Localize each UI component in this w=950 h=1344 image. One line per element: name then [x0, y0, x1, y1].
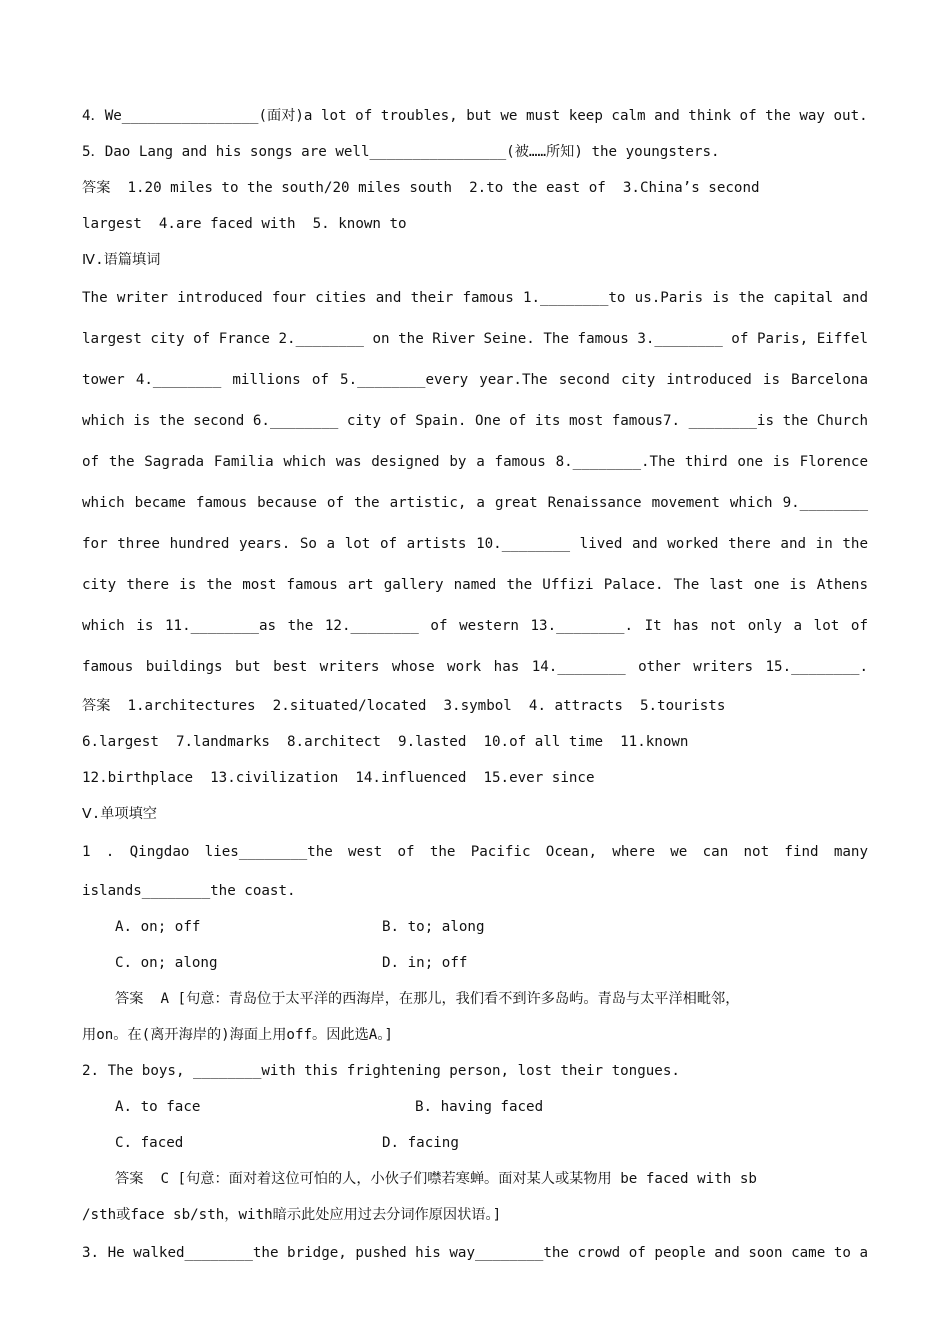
q1-option-c: C. on; along	[115, 955, 218, 971]
q2-option-c: C. faced	[115, 1135, 184, 1151]
q1-options-row-1	[82, 909, 868, 945]
passage-line: The writer introduced four cities and their famous 1.________to us.Paris is the capital and	[82, 290, 868, 306]
passage-line: city there is the most famous art gallery named the Uffizi Palace. The last one is Athens	[82, 577, 868, 593]
passage-line: tower 4.________ millions of 5.________every year.The second city introduced is Barcelona	[82, 372, 868, 388]
q2-stem: 2. The boys, ________with this frightening person, lost their tongues.	[82, 1063, 680, 1079]
passage-line: of the Sagrada Familia which was designed by a famous 8.________.The third one is Florence	[82, 454, 868, 470]
section-4-title: Ⅳ.语篇填词	[82, 252, 161, 268]
question-3	[82, 1233, 868, 1274]
q1-answer-line-2: 用on。在(离开海岸的)海面上用off。因此选A。]	[82, 1027, 393, 1043]
q2-option-d: D. facing	[382, 1135, 459, 1151]
q2-answer-line-1: 答案 C [句意：面对着这位可怕的人，小伙子们噤若寒蝉。面对某人或某物用 be faced with sb	[115, 1171, 757, 1187]
question-1	[82, 832, 868, 1053]
q2-answer-line-2: /sth或face sb/sth，with暗示此处应用过去分词作原因状语。]	[82, 1207, 502, 1223]
document-page	[82, 98, 868, 1274]
q3-stem-line-1: 3. He walked________the bridge, pushed his way________the crowd of people and soon came to a	[82, 1245, 868, 1261]
q1-option-a: A. on; off	[115, 919, 201, 935]
q2-options-row-2	[82, 1125, 868, 1161]
q2-option-b: B. having faced	[415, 1099, 544, 1115]
passage-line: for three hundred years. So a lot of artists 10.________ lived and worked there and in the	[82, 536, 868, 552]
q1-stem-line-1: 1 . Qingdao lies________the west of the Pacific Ocean, where we can not find many	[82, 844, 868, 860]
q2-option-a: A. to face	[115, 1099, 201, 1115]
q1-stem-line-2: islands________the coast.	[82, 883, 296, 899]
s4-answer-line-2: 6.largest 7.landmarks 8.architect 9.lasted 10.of all time 11.known	[82, 734, 689, 750]
s3-answer-line-2: largest 4.are faced with 5. known to	[82, 216, 407, 232]
question-2	[82, 1053, 868, 1233]
q2-options-row-1	[82, 1089, 868, 1125]
passage-line: which is 11.________as the 12.________ of western 13.________. It has not only a lot of	[82, 618, 868, 634]
section-5-title: Ⅴ.单项填空	[82, 806, 157, 822]
q1-option-b: B. to; along	[382, 919, 485, 935]
s3-item-4: 4．We________________(面对)a lot of troubles, but we must keep calm and think of the way out.	[82, 108, 868, 124]
q1-option-d: D. in; off	[382, 955, 468, 971]
passage-line: largest city of France 2.________ on the River Seine. The famous 3.________ of Paris, Eiffel	[82, 331, 868, 347]
s3-item-5: 5．Dao Lang and his songs are well________________(被……所知) the youngsters.	[82, 144, 720, 160]
s4-answer-line-3: 12.birthplace 13.civilization 14.influenced 15.ever since	[82, 770, 595, 786]
passage-line: which is the second 6.________ city of Spain. One of its most famous7. ________is the Church	[82, 413, 868, 429]
s4-answer-line-1: 答案 1.architectures 2.situated/located 3.symbol 4. attracts 5.tourists	[82, 698, 726, 714]
passage-line: famous buildings but best writers whose work has 14.________ other writers 15.________.	[82, 659, 868, 675]
q1-answer-line-1: 答案 A [句意：青岛位于太平洋的西海岸，在那儿，我们看不到许多岛屿。青岛与太平洋相毗邻，	[115, 991, 740, 1007]
s3-answer-line-1: 答案 1.20 miles to the south/20 miles south 2.to the east of 3.China’s second	[82, 180, 760, 196]
passage-line: which became famous because of the artistic, a great Renaissance movement which 9.________	[82, 495, 868, 511]
passage	[82, 278, 868, 688]
q1-options-row-2	[82, 945, 868, 981]
